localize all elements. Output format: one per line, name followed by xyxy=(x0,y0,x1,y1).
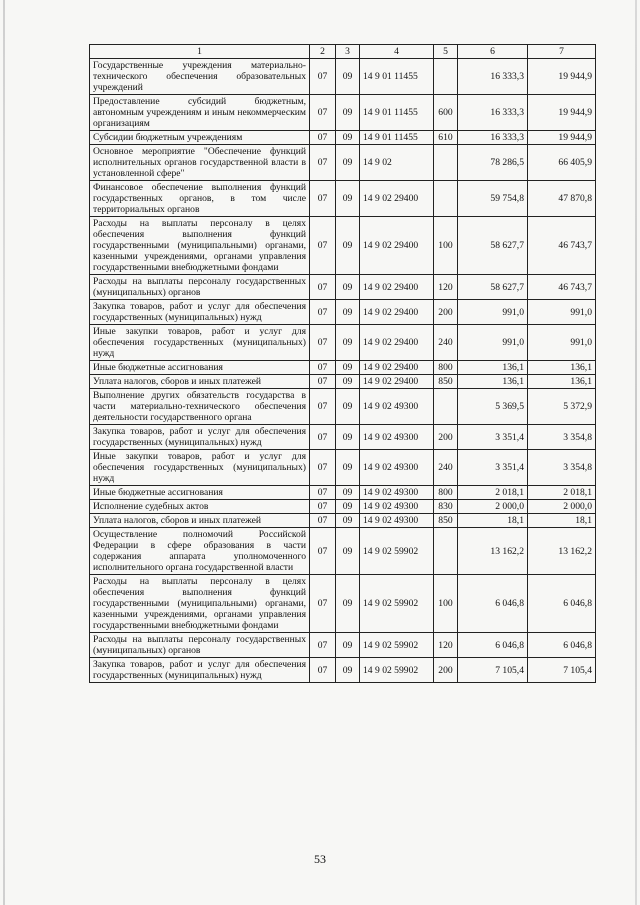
table-row xyxy=(90,145,596,181)
row-amount-1: 58 627,7 xyxy=(458,275,528,300)
table-row xyxy=(90,450,596,486)
row-subsection: 09 xyxy=(336,95,360,131)
table-row xyxy=(90,514,596,528)
row-name: Закупка товаров, работ и услуг для обеспечения государственных (муниципальных) нужд xyxy=(90,425,310,450)
row-expense-type: 800 xyxy=(434,361,458,375)
row-target-article: 14 9 02 49300 xyxy=(360,450,434,486)
row-subsection: 09 xyxy=(336,514,360,528)
header-col-4: 4 xyxy=(360,45,434,59)
row-name: Уплата налогов, сборов и иных платежей xyxy=(90,514,310,528)
table-row xyxy=(90,486,596,500)
row-amount-2: 136,1 xyxy=(528,361,596,375)
row-amount-1: 991,0 xyxy=(458,325,528,361)
row-section: 07 xyxy=(310,361,336,375)
row-target-article: 14 9 02 29400 xyxy=(360,275,434,300)
row-amount-1: 3 351,4 xyxy=(458,425,528,450)
row-target-article: 14 9 02 59902 xyxy=(360,575,434,633)
row-amount-2: 6 046,8 xyxy=(528,575,596,633)
row-amount-2: 6 046,8 xyxy=(528,633,596,658)
row-amount-1: 78 286,5 xyxy=(458,145,528,181)
table-row xyxy=(90,59,596,95)
row-expense-type: 200 xyxy=(434,300,458,325)
table-row xyxy=(90,300,596,325)
table-row xyxy=(90,633,596,658)
row-target-article: 14 9 02 59902 xyxy=(360,658,434,683)
table-row xyxy=(90,575,596,633)
row-amount-2: 47 870,8 xyxy=(528,181,596,217)
row-section: 07 xyxy=(310,145,336,181)
scan-edge-right xyxy=(635,0,637,905)
row-amount-2: 19 944,9 xyxy=(528,131,596,145)
row-amount-1: 16 333,3 xyxy=(458,131,528,145)
row-section: 07 xyxy=(310,450,336,486)
row-amount-1: 6 046,8 xyxy=(458,575,528,633)
row-subsection: 09 xyxy=(336,425,360,450)
row-name: Иные бюджетные ассигнования xyxy=(90,361,310,375)
row-expense-type: 830 xyxy=(434,500,458,514)
budget-table xyxy=(89,44,596,683)
row-name: Расходы на выплаты персоналу в целях обеспечения выполнения функций государственными (муниципальными) органами, казенными учреждениями, органами управления государственными внебюджетными фондами xyxy=(90,575,310,633)
row-expense-type: 100 xyxy=(434,575,458,633)
row-section: 07 xyxy=(310,59,336,95)
row-subsection: 09 xyxy=(336,217,360,275)
row-expense-type: 850 xyxy=(434,514,458,528)
page-number: 53 xyxy=(314,852,326,866)
row-target-article: 14 9 02 49300 xyxy=(360,514,434,528)
row-section: 07 xyxy=(310,325,336,361)
table-header xyxy=(90,45,596,59)
row-target-article: 14 9 02 59902 xyxy=(360,633,434,658)
row-amount-2: 2 018,1 xyxy=(528,486,596,500)
row-amount-1: 7 105,4 xyxy=(458,658,528,683)
row-subsection: 09 xyxy=(336,389,360,425)
row-amount-2: 3 354,8 xyxy=(528,425,596,450)
row-amount-2: 3 354,8 xyxy=(528,450,596,486)
row-subsection: 09 xyxy=(336,300,360,325)
row-name: Финансовое обеспечение выполнения функций государственных органов, в том числе территориальных органов xyxy=(90,181,310,217)
header-col-7: 7 xyxy=(528,45,596,59)
row-section: 07 xyxy=(310,181,336,217)
row-section: 07 xyxy=(310,275,336,300)
row-subsection: 09 xyxy=(336,131,360,145)
row-amount-1: 16 333,3 xyxy=(458,95,528,131)
table-row xyxy=(90,217,596,275)
table-row xyxy=(90,500,596,514)
row-name: Исполнение судебных актов xyxy=(90,500,310,514)
row-section: 07 xyxy=(310,131,336,145)
row-target-article: 14 9 02 xyxy=(360,145,434,181)
row-expense-type: 600 xyxy=(434,95,458,131)
row-section: 07 xyxy=(310,658,336,683)
row-amount-1: 18,1 xyxy=(458,514,528,528)
row-amount-1: 136,1 xyxy=(458,375,528,389)
row-section: 07 xyxy=(310,500,336,514)
row-expense-type xyxy=(434,181,458,217)
row-target-article: 14 9 02 29400 xyxy=(360,217,434,275)
row-name: Осуществление полномочий Российской Федерации в сфере образования в части содержания аппарата уполномоченного исполнительного органа государственной власти xyxy=(90,528,310,575)
row-subsection: 09 xyxy=(336,658,360,683)
table-row xyxy=(90,425,596,450)
table-body xyxy=(90,59,596,683)
row-name: Иные закупки товаров, работ и услуг для обеспечения государственных (муниципальных) нужд xyxy=(90,450,310,486)
row-amount-1: 5 369,5 xyxy=(458,389,528,425)
row-name: Субсидии бюджетным учреждениям xyxy=(90,131,310,145)
row-expense-type: 120 xyxy=(434,633,458,658)
row-amount-2: 19 944,9 xyxy=(528,59,596,95)
row-target-article: 14 9 02 49300 xyxy=(360,425,434,450)
row-section: 07 xyxy=(310,95,336,131)
row-target-article: 14 9 02 29400 xyxy=(360,181,434,217)
row-amount-1: 6 046,8 xyxy=(458,633,528,658)
row-section: 07 xyxy=(310,217,336,275)
table-row xyxy=(90,528,596,575)
row-name: Закупка товаров, работ и услуг для обеспечения государственных (муниципальных) нужд xyxy=(90,300,310,325)
header-col-5: 5 xyxy=(434,45,458,59)
row-subsection: 09 xyxy=(336,275,360,300)
row-amount-2: 46 743,7 xyxy=(528,217,596,275)
row-target-article: 14 9 01 11455 xyxy=(360,95,434,131)
row-amount-1: 16 333,3 xyxy=(458,59,528,95)
row-target-article: 14 9 01 11455 xyxy=(360,131,434,145)
row-expense-type: 240 xyxy=(434,325,458,361)
row-name: Уплата налогов, сборов и иных платежей xyxy=(90,375,310,389)
row-expense-type: 200 xyxy=(434,658,458,683)
row-expense-type xyxy=(434,145,458,181)
row-target-article: 14 9 02 29400 xyxy=(360,325,434,361)
row-subsection: 09 xyxy=(336,375,360,389)
row-amount-1: 136,1 xyxy=(458,361,528,375)
scan-edge-left xyxy=(3,0,5,905)
row-target-article: 14 9 02 29400 xyxy=(360,375,434,389)
row-name: Государственные учреждения материально-технического обеспечения образовательных учреждений xyxy=(90,59,310,95)
row-name: Предоставление субсидий бюджетным, автономным учреждениям и иным некоммерческим организациям xyxy=(90,95,310,131)
row-name: Выполнение других обязательств государства в части материально-технического обеспечения деятельности государственного органа xyxy=(90,389,310,425)
row-subsection: 09 xyxy=(336,325,360,361)
row-subsection: 09 xyxy=(336,145,360,181)
row-expense-type: 610 xyxy=(434,131,458,145)
row-amount-2: 991,0 xyxy=(528,300,596,325)
row-expense-type: 200 xyxy=(434,425,458,450)
table-row xyxy=(90,181,596,217)
row-amount-2: 13 162,2 xyxy=(528,528,596,575)
row-expense-type xyxy=(434,528,458,575)
table-row xyxy=(90,658,596,683)
row-amount-2: 5 372,9 xyxy=(528,389,596,425)
row-subsection: 09 xyxy=(336,500,360,514)
row-subsection: 09 xyxy=(336,450,360,486)
row-amount-1: 58 627,7 xyxy=(458,217,528,275)
table-row xyxy=(90,95,596,131)
row-amount-2: 2 000,0 xyxy=(528,500,596,514)
table-row xyxy=(90,131,596,145)
row-subsection: 09 xyxy=(336,361,360,375)
row-amount-1: 2 000,0 xyxy=(458,500,528,514)
row-expense-type xyxy=(434,59,458,95)
row-name: Расходы на выплаты персоналу в целях обеспечения выполнения функций государственными (муниципальными) органами, казенными учреждениями, органами управления государственными внебюджетными фондами xyxy=(90,217,310,275)
table-row xyxy=(90,389,596,425)
row-section: 07 xyxy=(310,389,336,425)
row-amount-2: 46 743,7 xyxy=(528,275,596,300)
row-target-article: 14 9 02 29400 xyxy=(360,361,434,375)
row-subsection: 09 xyxy=(336,575,360,633)
row-section: 07 xyxy=(310,575,336,633)
row-amount-1: 2 018,1 xyxy=(458,486,528,500)
table-row xyxy=(90,325,596,361)
row-section: 07 xyxy=(310,633,336,658)
header-col-3: 3 xyxy=(336,45,360,59)
row-amount-1: 13 162,2 xyxy=(458,528,528,575)
row-subsection: 09 xyxy=(336,486,360,500)
row-name: Основное мероприятие "Обеспечение функций исполнительных органов государственной власти в установленной сфере" xyxy=(90,145,310,181)
row-section: 07 xyxy=(310,486,336,500)
row-target-article: 14 9 01 11455 xyxy=(360,59,434,95)
row-name: Расходы на выплаты персоналу государственных (муниципальных) органов xyxy=(90,275,310,300)
row-amount-1: 991,0 xyxy=(458,300,528,325)
header-col-6: 6 xyxy=(458,45,528,59)
row-subsection: 09 xyxy=(336,528,360,575)
row-expense-type: 120 xyxy=(434,275,458,300)
table-row xyxy=(90,375,596,389)
row-name: Закупка товаров, работ и услуг для обеспечения государственных (муниципальных) нужд xyxy=(90,658,310,683)
table-row xyxy=(90,275,596,300)
row-amount-2: 19 944,9 xyxy=(528,95,596,131)
row-section: 07 xyxy=(310,375,336,389)
row-expense-type xyxy=(434,389,458,425)
row-section: 07 xyxy=(310,300,336,325)
row-amount-2: 991,0 xyxy=(528,325,596,361)
row-name: Расходы на выплаты персоналу государственных (муниципальных) органов xyxy=(90,633,310,658)
row-subsection: 09 xyxy=(336,633,360,658)
row-expense-type: 850 xyxy=(434,375,458,389)
row-section: 07 xyxy=(310,528,336,575)
row-amount-2: 18,1 xyxy=(528,514,596,528)
row-amount-1: 3 351,4 xyxy=(458,450,528,486)
row-target-article: 14 9 02 29400 xyxy=(360,300,434,325)
row-amount-1: 59 754,8 xyxy=(458,181,528,217)
row-target-article: 14 9 02 59902 xyxy=(360,528,434,575)
header-col-2: 2 xyxy=(310,45,336,59)
row-amount-2: 7 105,4 xyxy=(528,658,596,683)
header-row xyxy=(90,45,596,59)
row-expense-type: 800 xyxy=(434,486,458,500)
row-amount-2: 136,1 xyxy=(528,375,596,389)
row-target-article: 14 9 02 49300 xyxy=(360,500,434,514)
header-col-1: 1 xyxy=(90,45,310,59)
row-name: Иные закупки товаров, работ и услуг для обеспечения государственных (муниципальных) нужд xyxy=(90,325,310,361)
table-row xyxy=(90,361,596,375)
row-subsection: 09 xyxy=(336,181,360,217)
row-expense-type: 100 xyxy=(434,217,458,275)
row-target-article: 14 9 02 49300 xyxy=(360,389,434,425)
row-subsection: 09 xyxy=(336,59,360,95)
row-section: 07 xyxy=(310,425,336,450)
row-amount-2: 66 405,9 xyxy=(528,145,596,181)
row-target-article: 14 9 02 49300 xyxy=(360,486,434,500)
row-section: 07 xyxy=(310,514,336,528)
row-name: Иные бюджетные ассигнования xyxy=(90,486,310,500)
row-expense-type: 240 xyxy=(434,450,458,486)
